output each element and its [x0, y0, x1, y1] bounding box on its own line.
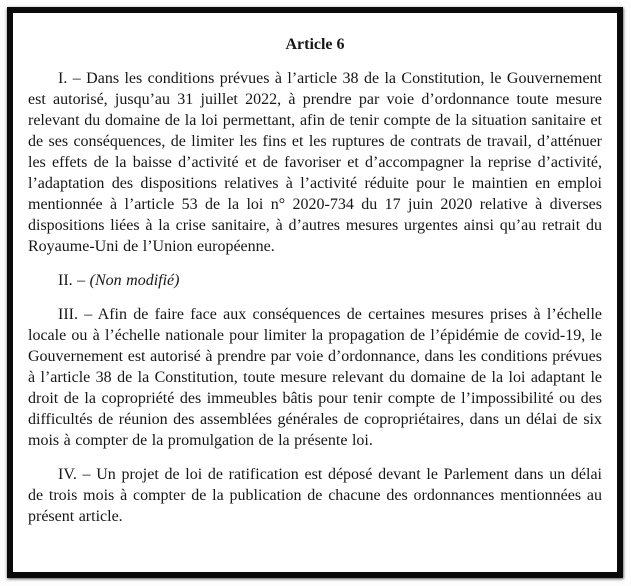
document-frame	[7, 7, 623, 578]
paragraph-number: IV. –	[58, 466, 97, 483]
paragraph-IV	[28, 464, 602, 527]
paragraph-II	[28, 270, 602, 291]
paragraph-text: (Non modifié)	[89, 272, 180, 289]
article-title: Article 6	[285, 36, 345, 53]
paragraph-III	[28, 304, 602, 451]
paragraph-I	[28, 68, 602, 257]
paragraph-text: Afin de faire face aux conséquences de certaines mesures prises à l’échelle locale ou à l’échelle nationale pour limiter la propagation de l’épidémie de covid-19, le Gouvernement est autorisé à prendre par voie d’ordonnance, dans les conditions prévues à l’article 38 de la Constitution, toute mesure relevant du domaine de la loi adaptant le droit de la copropriété des immeubles bâtis pour tenir compte de l’impossibilité ou des difficultés de réunion des assemblées générales de copropriétaires, dans un délai de six mois à compter de la promulgation de la présente loi.	[28, 306, 602, 449]
paragraph-number: III. –	[58, 306, 98, 323]
paragraph-number: I. –	[58, 70, 87, 87]
paragraph-number: II. –	[58, 272, 90, 289]
paragraph-text: Dans les conditions prévues à l’article 38 de la Constitution, le Gouvernement est autorisé, jusqu’au 31 juillet 2022, à prendre par voie d’ordonnance toute mesure relevant du domaine de la loi permettant, afin de tenir compte de la situation sanitaire et de ses conséquences, de limiter les fins et les ruptures de contrats de travail, d’atténuer les effets de la baisse d’activité et de favoriser et d’accompagner la reprise d’activité, l’adaptation des dispositions relatives à l’activité réduite pour le maintien en emploi mentionnée à l’article 53 de la loi n° 2020-734 du 17 juin 2020 relative à diverses dispositions liées à la crise sanitaire, à d’autres mesures urgentes ainsi qu’au retrait du Royaume-Uni de l’Union européenne.	[28, 70, 602, 255]
paragraph-text: Un projet de loi de ratification est déposé devant le Parlement dans un délai de trois mois à compter de la publication de chacune des ordonnances mentionnées au présent article.	[28, 466, 602, 525]
